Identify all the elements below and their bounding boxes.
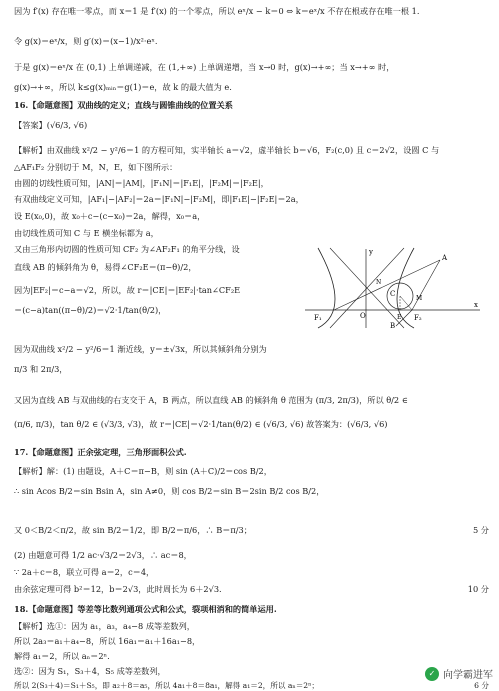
line-F1A: [334, 260, 440, 310]
score-label: 10 分: [467, 584, 489, 594]
text-line: 又 0＜B/2＜π/2，故 sin B/2＝1/2，即 B/2＝π/6，∴ B＝π/3；: [14, 525, 252, 535]
text-line: 由圆的切线性质可知，|AN|＝|AM|，|F₁N|＝|F₁E|，|F₂M|＝|F₂E|，: [14, 178, 269, 188]
label-O: O: [360, 312, 366, 320]
text-line: (2) 由题意可得 1/2 ac·√3/2＝2√3，∴ ac＝8，: [14, 550, 192, 560]
hyperbola-figure: [300, 246, 485, 330]
section-heading: 16.【命题意图】双曲线的定义；直线与圆锥曲线的位置关系: [14, 100, 233, 110]
text-line: ∵ 2a＋c＝8，联立可得 a＝2，c＝4，: [14, 567, 155, 577]
text-line: 因为|EF₂|＝c−a＝√2，所以，故 r＝|CE|＝|EF₂|·tan∠CF₂E: [14, 285, 241, 295]
score-label: 5 分: [473, 525, 489, 535]
label-F1: F₁: [314, 314, 322, 322]
watermark: [425, 666, 493, 681]
label-E: E: [397, 314, 402, 321]
text-line: 【解析】选①：因为 a₁，a₃，a₄−8 成等差数列，: [14, 621, 195, 631]
answer-line: 【答案】(√6/3, √6): [14, 120, 88, 130]
text-line: 解得 a₁＝2，所以 aₙ＝2ⁿ.: [14, 651, 110, 661]
text-line: 【解析】由双曲线 x²/2 − y²/6＝1 的方程可知，实半轴长 a＝√2，虚半轴长 b＝√6，F₂(c,0) 且 c＝2√2，设圆 C 与: [14, 145, 440, 155]
label-M: M: [416, 295, 423, 302]
label-x: x: [474, 301, 478, 309]
label-y: y: [369, 248, 373, 256]
text-line: 由切线性质可知 C 与 E 横坐标都为 a，: [14, 228, 159, 238]
label-B: B: [390, 322, 396, 330]
text-line: 【解析】解：(1) 由题设，A＋C＝π−B，则 sin (A＋C)/2＝cos B/2，: [14, 466, 272, 476]
text-line: 直线 AB 的倾斜角为 θ，易得∠CF₂E＝(π−θ)/2，: [14, 262, 197, 272]
label-N: N: [376, 279, 382, 286]
wechat-icon: ✓: [425, 667, 439, 681]
label-A: A: [442, 254, 448, 262]
text-line: 所以 2a₃＝a₁＋a₄−8，所以 16a₁＝a₁＋16a₁−8，: [14, 636, 201, 646]
text-line: 设 E(x₀,0)，故 x₀＋c−(c−x₀)＝2a，解得，x₀＝a，: [14, 211, 206, 221]
text-line: 又因为直线 AB 与双曲线的右支交于 A，B 两点，所以直线 AB 的倾斜角 θ 范围为 (π/3, 2π/3)，所以 θ/2 ∈: [14, 395, 408, 405]
text-line: ∴ sin Acos B/2＝sin Bsin A，sin A≠0，则 cos B/2＝sin B＝2sin B/2 cos B/2，: [14, 486, 325, 496]
section-heading: 17.【命题意图】正余弦定理，三角形面积公式.: [14, 447, 187, 457]
text-line: 因为 f′(x) 存在唯一零点，而 x＝1 是 f′(x) 的一个零点，所以 eˣ/x − k＝0 ⇔ k＝eˣ/x 不存在根或存在唯一根 1.: [14, 6, 420, 16]
text-line: △AF₁F₂ 分别切于 M，N，E，如下图所示：: [14, 162, 178, 172]
text-line: 于是 g(x)＝eˣ/x 在 (0,1) 上单调递减，在 (1,+∞) 上单调递增，当 x→0 时，g(x)→+∞；当 x→+∞ 时，: [14, 62, 395, 72]
watermark-text: 向学霸进军: [443, 670, 493, 681]
text-line: 又由三角形内切圆的性质可知 CF₂ 为∠AF₂F₁ 的角平分线，设: [14, 244, 240, 254]
text-line: g(x)→+∞，所以 k≤g(x)ₘᵢₙ＝g(1)＝e，故 k 的最大值为 e.: [14, 82, 232, 92]
text-line: 令 g(x)＝eˣ/x，则 g′(x)＝(x−1)/x²·eˣ.: [14, 36, 158, 46]
score-label: 6 分: [474, 681, 489, 690]
text-line: 由余弦定理可得 b²＝12，b＝2√3，此时周长为 6＋2√3.: [14, 584, 222, 594]
section-heading: 18.【命题意图】等差等比数列通项公式和公式，裂项相消和的简单运用.: [14, 604, 277, 614]
text-line: (π/6, π/3)，tan θ/2 ∈ (√3/3, √3)，故 r＝|CE|＝√2·1/tan(θ/2) ∈ (√6/3, √6) 故答案为：(√6/3, √6): [14, 419, 388, 429]
text-line: 有双曲线定义可知，|AF₁|−|AF₂|＝2a＝|F₁N|−|F₂M|，即|F₁E|−|F₂E|＝2a，: [14, 194, 304, 204]
text-line: 因为双曲线 x²/2 − y²/6＝1 渐近线，y＝±√3x，所以其倾斜角分别为: [14, 344, 267, 354]
label-C: C: [390, 290, 396, 298]
text-line: 选②：因为 S₁，S₃＋4，S₅ 成等差数列，: [14, 666, 166, 676]
line-AB: [412, 260, 440, 310]
label-F2: F₂: [414, 314, 422, 322]
text-line: 所以 2(S₃＋4)＝S₁＋S₅，即 a₂＋8＝a₅，所以 4a₁＋8＝8a₁，解得 a₁＝2，所以 aₙ＝2ⁿ；: [14, 681, 319, 690]
text-line: π/3 和 2π/3，: [14, 364, 68, 374]
text-line: ＝(c−a)tan((π−θ)/2)＝√2·1/tan(θ/2)，: [14, 305, 167, 315]
